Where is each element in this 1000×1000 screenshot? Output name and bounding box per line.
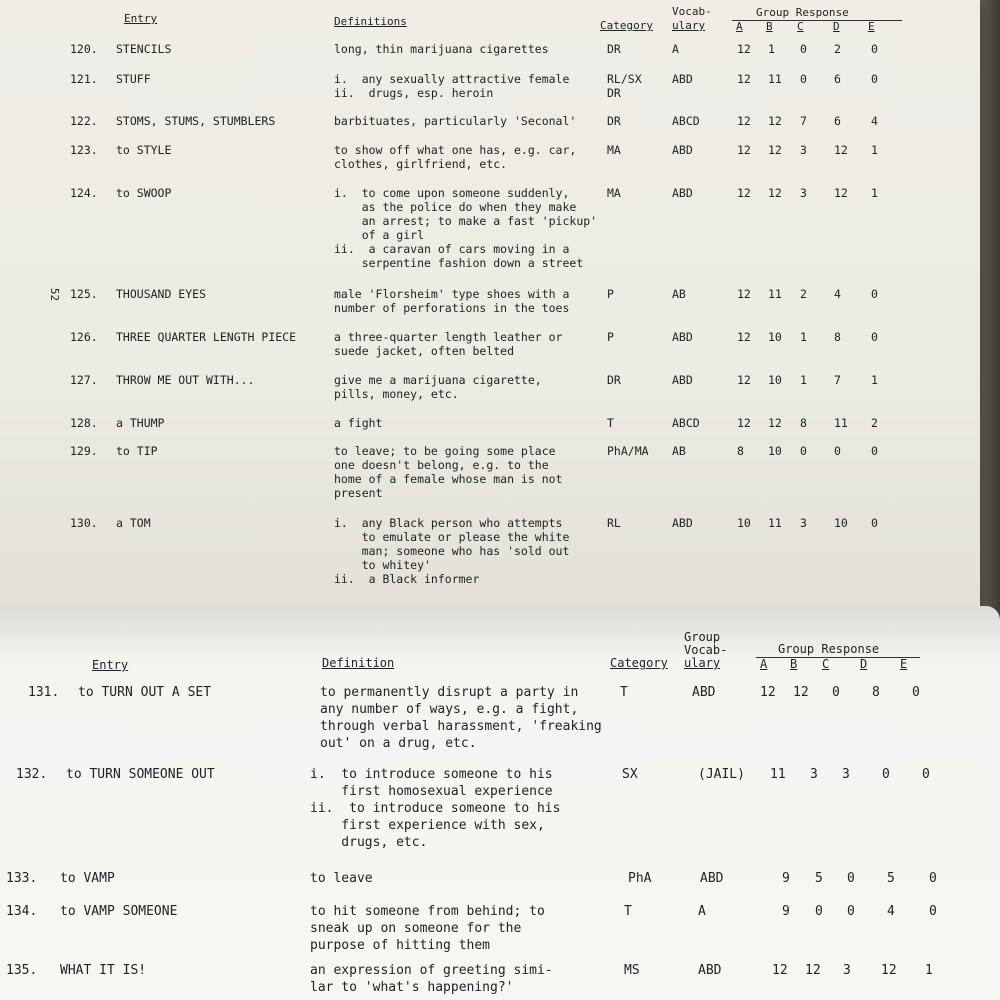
entry-term: STOMS, STUMS, STUMBLERS	[116, 114, 276, 128]
definition-line: any number of ways, e.g. a fight,	[320, 702, 579, 717]
vocabulary-cell: ABD	[672, 72, 693, 86]
header-vocab-2: Vocab-	[684, 643, 728, 657]
response-c: 8	[800, 416, 807, 430]
response-b: 10	[768, 373, 782, 387]
entry-term: STUFF	[116, 72, 151, 86]
response-b: 10	[768, 330, 782, 344]
response-d: 12	[881, 963, 897, 978]
response-b: 1	[768, 42, 775, 56]
response-c: 3	[800, 516, 807, 530]
response-d: 0	[882, 767, 890, 782]
vocabulary-cell: ABD	[672, 516, 693, 530]
response-a: 10	[737, 516, 751, 530]
header-vocab-top: Vocab-	[672, 5, 712, 18]
vocabulary-cell: A	[698, 904, 706, 919]
entry-number: 126.	[70, 330, 98, 344]
response-b: 12	[768, 114, 782, 128]
category-cell: PhA/MA	[607, 444, 649, 458]
header-vocab-bottom: ulary	[672, 19, 706, 32]
response-d: 7	[834, 373, 841, 387]
entry-number: 130.	[70, 516, 98, 530]
header-col-a: A	[736, 20, 743, 33]
definition-line: one doesn't belong, e.g. to the	[334, 458, 549, 472]
vocabulary-cell: A	[672, 42, 679, 56]
category-cell: T	[607, 416, 614, 430]
header-rule	[756, 657, 920, 658]
definition-line: to leave; to be going some place	[334, 444, 556, 458]
definition-line: an expression of greeting simi-	[310, 963, 553, 978]
response-e: 0	[929, 904, 937, 919]
response-d: 8	[872, 685, 880, 700]
definition-line: to permanently disrupt a party in	[320, 685, 579, 700]
category-cell: T	[624, 904, 632, 919]
entry-term: THOUSAND EYES	[116, 287, 207, 301]
definition-line: ii. to introduce someone to his	[310, 801, 561, 816]
definition-line: i. any sexually attractive female	[334, 72, 570, 86]
entry-term: WHAT IT IS!	[60, 963, 147, 978]
response-c: 0	[800, 72, 807, 86]
response-e: 4	[871, 114, 878, 128]
category-cell: P	[607, 287, 614, 301]
entry-number: 133.	[6, 871, 38, 886]
definition-line: lar to 'what's happening?'	[310, 980, 514, 995]
response-a: 9	[782, 871, 790, 886]
entry-term: to STYLE	[116, 143, 172, 157]
vocabulary-cell: (JAIL)	[698, 767, 745, 782]
definition-line: i. to introduce someone to his	[310, 767, 553, 782]
definition-line: barbituates, particularly 'Seconal'	[334, 114, 577, 128]
response-c: 0	[847, 904, 855, 919]
response-d: 10	[834, 516, 848, 530]
response-d: 4	[834, 287, 841, 301]
definition-line: to hit someone from behind; to	[310, 904, 545, 919]
response-d: 6	[834, 72, 841, 86]
category-cell: MA	[607, 143, 621, 157]
header-definition: Definition	[322, 656, 395, 670]
definition-line: as the police do when they make	[334, 200, 577, 214]
response-e: 0	[912, 685, 920, 700]
vocabulary-cell: ABD	[672, 143, 693, 157]
entry-number: 124.	[70, 186, 98, 200]
definition-line: drugs, etc.	[310, 835, 428, 850]
response-b: 12	[768, 186, 782, 200]
response-d: 12	[834, 186, 848, 200]
header-col-d: D	[860, 657, 868, 671]
response-a: 11	[770, 767, 786, 782]
category-cell: DR	[607, 114, 621, 128]
header-rule	[732, 20, 902, 21]
header-entry: Entry	[92, 658, 129, 672]
definition-line: out' on a drug, etc.	[320, 736, 477, 751]
response-a: 12	[737, 42, 751, 56]
response-a: 8	[737, 444, 744, 458]
response-c: 3	[842, 767, 850, 782]
category-cell: RL/SX DR	[607, 72, 642, 100]
response-e: 0	[929, 871, 937, 886]
definition-line: male 'Florsheim' type shoes with a	[334, 287, 570, 301]
entry-number: 131.	[28, 685, 60, 700]
definition-line: present	[334, 486, 383, 500]
definition-line: pills, money, etc.	[334, 387, 459, 401]
response-b: 12	[768, 416, 782, 430]
response-a: 12	[737, 72, 751, 86]
vocabulary-cell: ABD	[672, 330, 693, 344]
header-col-e: E	[900, 657, 908, 671]
response-e: 2	[871, 416, 878, 430]
entry-term: to TURN SOMEONE OUT	[66, 767, 215, 782]
header-vocab-1: Group	[684, 630, 721, 644]
header-entry: Entry	[124, 12, 158, 25]
definition-line: home of a female whose man is not	[334, 472, 563, 486]
response-e: 0	[871, 516, 878, 530]
definition-line: serpentine fashion down a street	[334, 256, 584, 270]
entry-number: 122.	[70, 114, 98, 128]
response-a: 12	[737, 114, 751, 128]
response-e: 1	[871, 143, 878, 157]
response-e: 0	[871, 42, 878, 56]
response-d: 5	[887, 871, 895, 886]
response-a: 12	[737, 186, 751, 200]
response-e: 0	[871, 72, 878, 86]
response-a: 12	[772, 963, 788, 978]
definition-line: through verbal harassment, 'freaking	[320, 719, 602, 734]
vocabulary-cell: ABCD	[672, 114, 700, 128]
bottom-page	[0, 606, 1000, 1000]
definition-line: man; someone who has 'sold out	[334, 544, 570, 558]
response-b: 10	[768, 444, 782, 458]
vocabulary-cell: ABCD	[672, 416, 700, 430]
definition-line: sneak up on someone for the	[310, 921, 522, 936]
response-a: 12	[737, 416, 751, 430]
category-cell: RL	[607, 516, 621, 530]
entry-number: 128.	[70, 416, 98, 430]
response-e: 1	[871, 373, 878, 387]
entry-number: 127.	[70, 373, 98, 387]
entry-number: 123.	[70, 143, 98, 157]
definition-line: ii. a caravan of cars moving in a	[334, 242, 570, 256]
response-d: 6	[834, 114, 841, 128]
response-a: 12	[760, 685, 776, 700]
entry-term: to SWOOP	[116, 186, 172, 200]
response-e: 0	[922, 767, 930, 782]
vocabulary-cell: AB	[672, 444, 686, 458]
entry-number: 132.	[16, 767, 48, 782]
response-c: 1	[800, 330, 807, 344]
entry-term: to TURN OUT A SET	[78, 685, 212, 700]
definition-line: to emulate or please the white	[334, 530, 570, 544]
vocabulary-cell: ABD	[698, 963, 722, 978]
response-c: 0	[847, 871, 855, 886]
definition-line: i. to come upon someone suddenly,	[334, 186, 570, 200]
definition-line: to leave	[310, 871, 373, 886]
response-b: 3	[810, 767, 818, 782]
vocabulary-cell: ABD	[672, 373, 693, 387]
header-definitions: Definitions	[334, 15, 407, 28]
entry-term: a THUMP	[116, 416, 165, 430]
response-a: 12	[737, 330, 751, 344]
definition-line: to whitey'	[334, 558, 431, 572]
definition-line: number of perforations in the toes	[334, 301, 570, 315]
response-b: 5	[815, 871, 823, 886]
header-category: Category	[610, 656, 668, 670]
response-e: 1	[925, 963, 933, 978]
definition-line: ii. drugs, esp. heroin	[334, 86, 494, 100]
header-col-b: B	[766, 20, 773, 33]
entry-term: STENCILS	[116, 42, 172, 56]
response-e: 0	[871, 330, 878, 344]
definition-line: first experience with sex,	[310, 818, 545, 833]
category-cell: MS	[624, 963, 640, 978]
response-d: 4	[887, 904, 895, 919]
category-cell: P	[607, 330, 614, 344]
response-a: 12	[737, 287, 751, 301]
category-cell: MA	[607, 186, 621, 200]
definition-line: purpose of hitting them	[310, 938, 491, 953]
response-d: 12	[834, 143, 848, 157]
entry-number: 120.	[70, 42, 98, 56]
entry-number: 125.	[70, 287, 98, 301]
vocabulary-cell: ABD	[692, 685, 716, 700]
entry-term: THREE QUARTER LENGTH PIECE	[116, 330, 297, 344]
header-col-b: B	[790, 657, 798, 671]
response-a: 12	[737, 143, 751, 157]
header-col-e: E	[868, 20, 875, 33]
definition-line: an arrest; to make a fast 'pickup'	[334, 214, 598, 228]
entry-number: 129.	[70, 444, 98, 458]
response-a: 9	[782, 904, 790, 919]
header-group-response: Group Response	[756, 6, 849, 19]
definition-line: to show off what one has, e.g. car,	[334, 143, 577, 157]
definition-line: of a girl	[334, 228, 425, 242]
response-d: 8	[834, 330, 841, 344]
response-c: 7	[800, 114, 807, 128]
definition-line: give me a marijuana cigarette,	[334, 373, 542, 387]
vocabulary-cell: AB	[672, 287, 686, 301]
response-c: 3	[800, 186, 807, 200]
response-b: 12	[793, 685, 809, 700]
response-c: 3	[843, 963, 851, 978]
category-cell: T	[620, 685, 628, 700]
entry-number: 121.	[70, 72, 98, 86]
response-d: 2	[834, 42, 841, 56]
category-cell: DR	[607, 42, 621, 56]
response-a: 12	[737, 373, 751, 387]
response-b: 12	[768, 143, 782, 157]
response-e: 0	[871, 444, 878, 458]
definition-line: a fight	[334, 416, 383, 430]
header-col-c: C	[822, 657, 830, 671]
page-number: 52	[48, 287, 62, 302]
definition-line: i. any Black person who attempts	[334, 516, 563, 530]
response-d: 0	[834, 444, 841, 458]
response-c: 0	[832, 685, 840, 700]
response-c: 1	[800, 373, 807, 387]
response-c: 0	[800, 444, 807, 458]
definition-line: ii. a Black informer	[334, 572, 480, 586]
entry-term: to VAMP	[60, 871, 115, 886]
response-b: 11	[768, 287, 782, 301]
definition-line: clothes, girlfriend, etc.	[334, 157, 508, 171]
response-b: 11	[768, 72, 782, 86]
response-c: 3	[800, 143, 807, 157]
header-col-a: A	[760, 657, 768, 671]
entry-number: 135.	[6, 963, 38, 978]
category-cell: PhA	[628, 871, 652, 886]
response-e: 0	[871, 287, 878, 301]
header-col-c: C	[797, 20, 804, 33]
response-b: 0	[815, 904, 823, 919]
entry-term: THROW ME OUT WITH...	[116, 373, 255, 387]
entry-term: to VAMP SOMEONE	[60, 904, 178, 919]
category-cell: DR	[607, 373, 621, 387]
response-b: 11	[768, 516, 782, 530]
category-cell: SX	[622, 767, 638, 782]
definition-line: suede jacket, often belted	[334, 344, 515, 358]
response-e: 1	[871, 186, 878, 200]
definition-line: first homosexual experience	[310, 784, 553, 799]
definition-line: long, thin marijuana cigarettes	[334, 42, 549, 56]
response-c: 0	[800, 42, 807, 56]
vocabulary-cell: ABD	[672, 186, 693, 200]
vocabulary-cell: ABD	[700, 871, 724, 886]
response-d: 11	[834, 416, 848, 430]
header-group-response: Group Response	[778, 642, 880, 656]
entry-number: 134.	[6, 904, 38, 919]
response-b: 12	[805, 963, 821, 978]
entry-term: a TOM	[116, 516, 151, 530]
header-vocab-3: ulary	[684, 656, 721, 670]
definition-line: a three-quarter length leather or	[334, 330, 563, 344]
entry-term: to TIP	[116, 444, 158, 458]
response-c: 2	[800, 287, 807, 301]
header-category: Category	[600, 19, 653, 32]
header-col-d: D	[833, 20, 840, 33]
